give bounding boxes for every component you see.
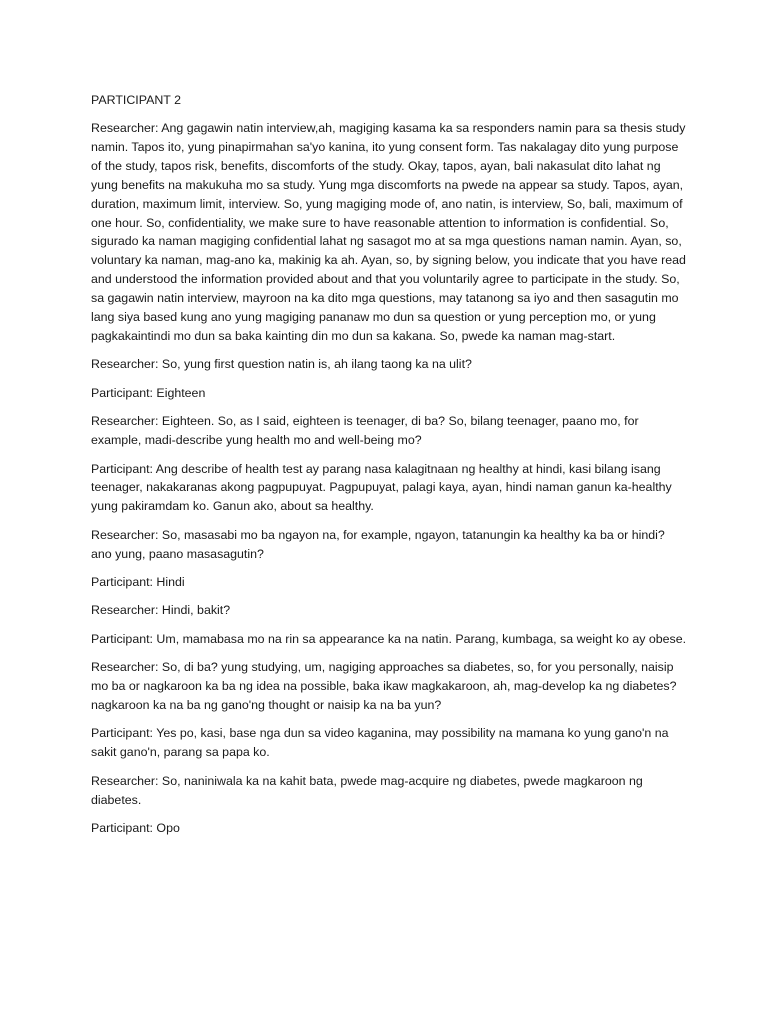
document-title: PARTICIPANT 2 (91, 93, 181, 107)
transcript-paragraph: Researcher: So, naniniwala ka na kahit bata, pwede mag-acquire ng diabetes, pwede magkaroon ng diabetes. (91, 773, 643, 807)
transcript-paragraph: Researcher: Eighteen. So, as I said, eighteen is teenager, di ba? So, bilang teenager, paano mo, for example, madi-describe yung health mo and well-being mo? (91, 414, 639, 448)
transcript-paragraph: Researcher: Hindi, bakit? (91, 603, 231, 618)
transcript-paragraph: Participant: Hindi (91, 575, 185, 590)
transcript-paragraph: Participant: Eighteen (91, 385, 206, 400)
transcript-paragraph: Participant: Yes po, kasi, base nga dun sa video kaganina, may possibility na mamana ko yung gano'n na sakit gano'n, parang sa papa ko. (91, 726, 669, 760)
transcript-paragraph: Researcher: So, di ba? yung studying, um, nagiging approaches sa diabetes, so, for you personally, naisip mo ba or nagkaroon ka ba ng idea na possible, baka ikaw magkakaroon, ah, mag-develop ka ng diabetes? nagkaroon ka na ba ng gano'ng thought or naisip ka na ba yun? (91, 660, 677, 713)
transcript-paragraph: Researcher: So, yung first question natin is, ah ilang taong ka na ulit? (91, 357, 472, 372)
transcript-paragraph: Researcher: So, masasabi mo ba ngayon na, for example, ngayon, tatanungin ka healthy ka ba or hindi? ano yung, paano masasagutin? (91, 527, 665, 561)
transcript-paragraph: Participant: Opo (91, 821, 180, 836)
transcript-paragraph: Participant: Ang describe of health test ay parang nasa kalagitnaan ng healthy at hindi, kasi bilang isang teenager, nakakaranas akong pagpupuyat. Pagpupuyat, palagi kaya, ayan, hindi naman ganun ka-healthy yung pakiramdam ko. Ganun ako, about sa healthy. (91, 461, 672, 514)
transcript-paragraph: Participant: Um, mamabasa mo na rin sa appearance ka na natin. Parang, kumbaga, sa weight ko ay obese. (91, 631, 687, 646)
transcript-paragraph: Researcher: Ang gagawin natin interview,ah, magiging kasama ka sa responders namin para sa thesis study namin. Tapos ito, yung pinapirmahan sa'yo kanina, ito yung consent form. Tas nakalagay dito yung purpose of the study, tapos risk, benefits, discomforts of the study. Okay, tapos, ayan, bali nakasulat dito lahat ng yung benefits na makukuha mo sa study. Yung mga discomforts na pwede na appear sa study. Tapos, ayan, duration, maximum limit, interview. So, yung magiging mode of, ano natin, is interview, So, bali, maximum of one hour. So, confidentiality, we make sure to have reasonable attention to information is confidential. So, sigurado ka naman magiging confidential lahat ng sasagot mo at sa mga questions naman namin. Ayan, so, voluntary ka naman, mag-ano ka, makinig ka ah. Ayan, so, by signing below, you indicate that you have read and understood the information provided about and that you voluntarily agree to participate in the study. So, sa gagawin natin interview, mayroon na ka dito mga questions, may tatanong sa iyo and then sasagutin mo lang siya based kung ano yung magiging pananaw mo dun sa question or yung perception mo, or yung pagkakaintindi mo dun sa baka kainting din mo dun sa kakana. So, pwede ka naman mag-start. (91, 121, 686, 343)
